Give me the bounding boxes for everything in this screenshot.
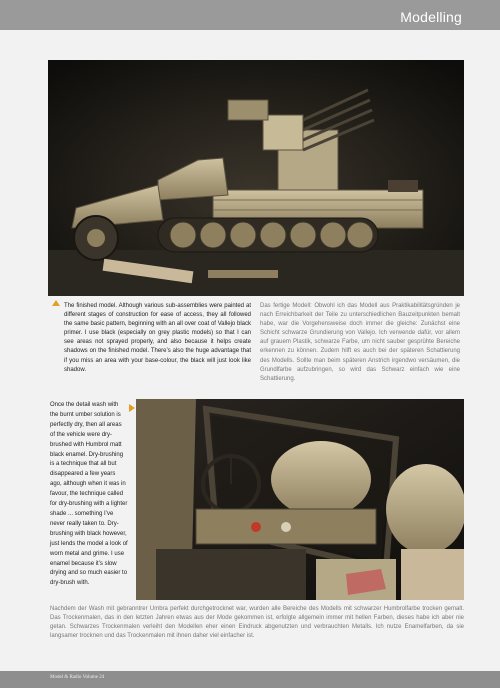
caption-arrow-icon (129, 404, 135, 412)
photo-halftrack-model (48, 60, 464, 296)
section-title: Modelling (400, 9, 462, 25)
footer-bar (0, 671, 500, 688)
caption-english-top: The finished model. Although various sub-assemblies were painted at different stages of construction for ease of access, they all followed the same basic pattern, beginning with an all over coat of Vallejo black primer. I use black (especially on grey plastic models) so that I can see areas not sprayed properly, and also because it helps create shadows on the finished model. There’s also the huge advantage that if you miss an area with your base-colour, the black will just look like shadow. (64, 303, 251, 373)
header-bar (0, 0, 500, 30)
footer-credit: Model & Radio Volume 24 (50, 675, 105, 680)
caption-arrow-icon (52, 300, 60, 306)
caption-german-bottom: Nachdem der Wash mit gebranntrer Umbra perfekt durchgetrocknet war, wurden alle Bereiche des Modells mit schwarzer Humbrolfarbe trocken gemalt. Das Trockenmalen, das in den letzten Jahren etwas aus der Mode gekommen ist, erfolgte allgemein immer mit hellen Farben, dieses habe ich aber nie getan. Schwarzes Trockenmalen verleiht den Modellen eher einen Eindruck abgenutzten und verbrauchten Metalls. Ich nutze Enamelfarben, da sie langsamer trocknen und das Trockenmalen mit ihnen daher viel einfacher ist. (50, 606, 464, 640)
photo-cab-interior (136, 399, 464, 600)
halftrack-illustration (48, 60, 464, 296)
caption-english-side: Once the detail wash with the burnt umber solution is perfectly dry, then all areas of the vehicle were dry-brushed with Humbrol matt black enamel. Dry-brushing is a technique that all but disappeared a few years ago, although when it was in favour, the technique called for dry-brushing with a lighter shade ... something I’ve never really taken to. Dry-brushing with black however, just lends the model a look of worn metal and grime. I use enamel because it’s slow drying and so much easier to dry-brush with. (50, 402, 128, 587)
caption-german-top: Das fertige Modell: Obwohl ich das Modell aus Praktikabilitätsgründen je nach Erreichbarkeit der Teile zu unterschiedlichen Bauzeitpunkten bemalt habe, war die Vorgehensweise doch immer die gleiche: Zunächst eine Schicht schwarze Grundierung von Vallejo. Ich verwende dafür, vor allem auf grauem Plastik, schwarze Farbe, um nicht sauber gesprühte Bereiche erkennen zu können. Zudem hilft es auch bei der späteren Schattierung des Modells. Sollte man beim späteren Anstrich irgendwo versäumen, die Grundlfarbe aufzubringen, so wird das Schwarz einfach wie eine Schattierung. (260, 303, 460, 382)
cab-interior-illustration (136, 399, 464, 600)
